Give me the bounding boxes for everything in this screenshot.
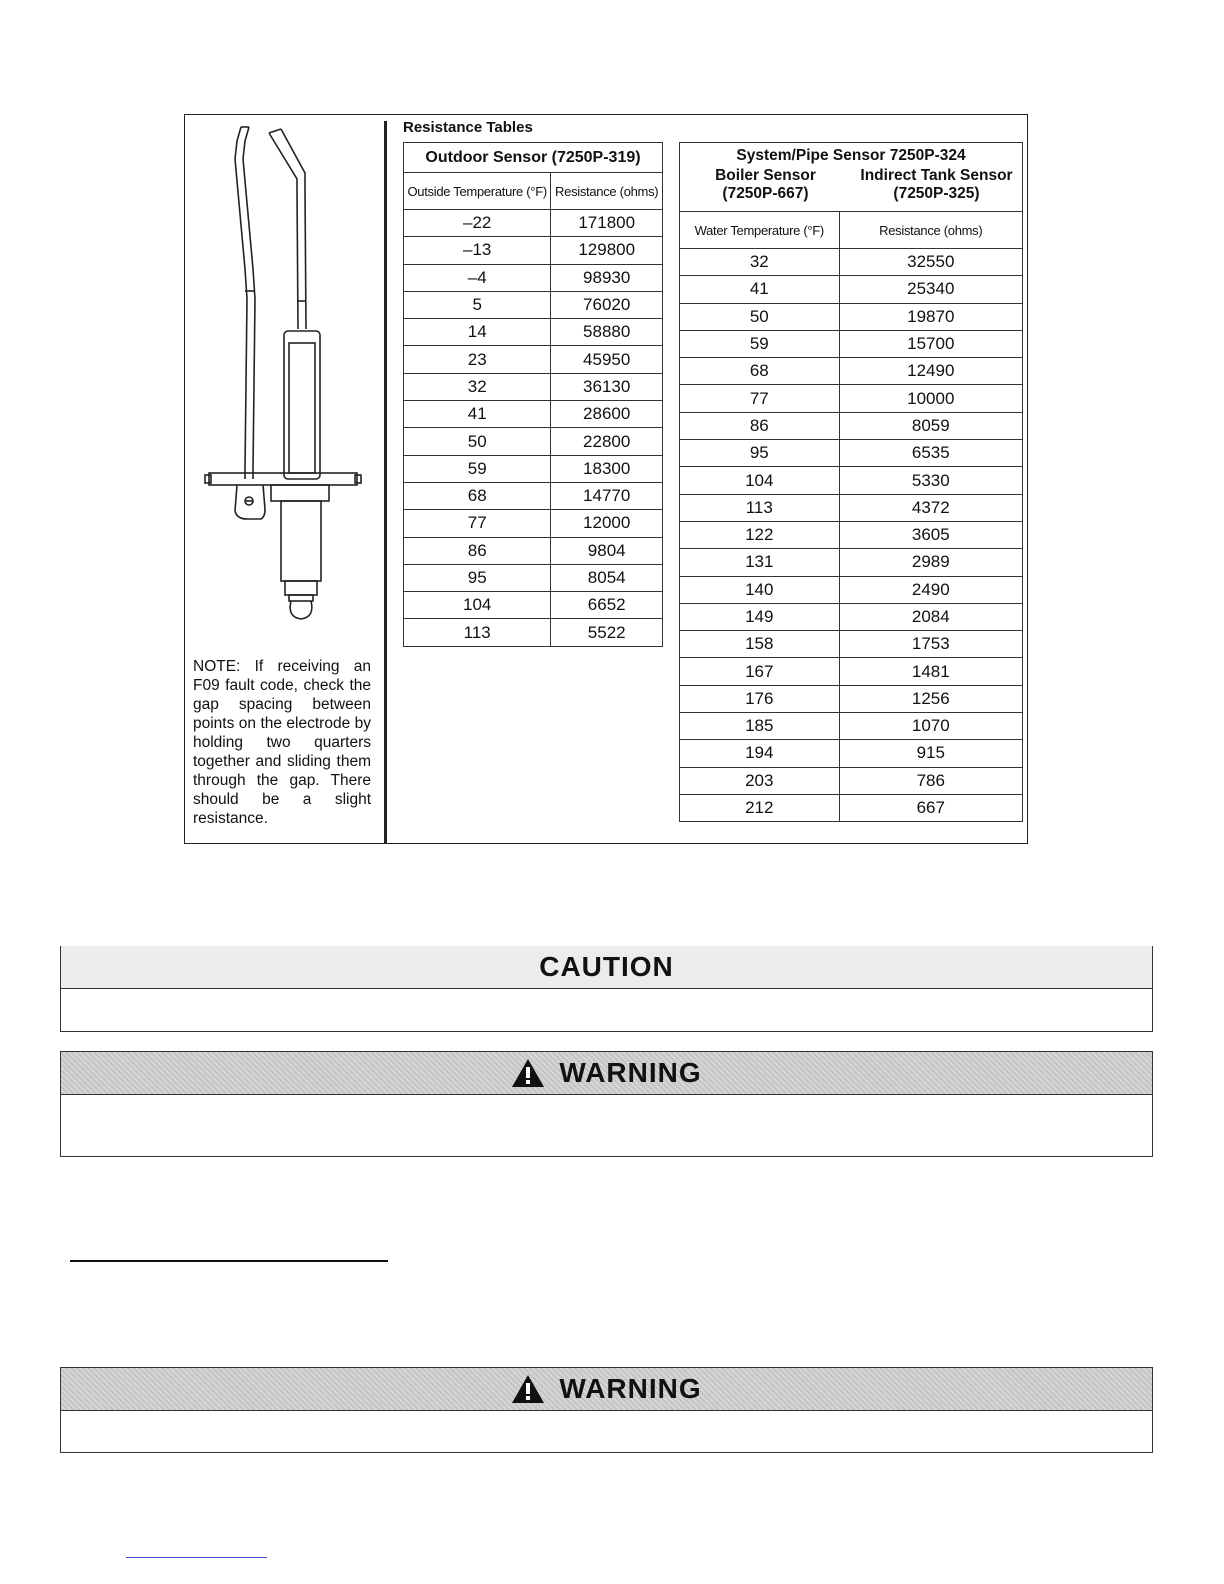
warning-triangle-icon bbox=[511, 1058, 545, 1088]
system-row bbox=[680, 740, 1023, 767]
system-temperature-cell: 131 bbox=[680, 549, 840, 576]
system-row bbox=[680, 521, 1023, 548]
resistance-figure bbox=[184, 114, 1028, 844]
outdoor-temperature-cell: 5 bbox=[404, 291, 551, 318]
warning-body-2 bbox=[61, 1410, 1152, 1453]
system-sensor-title: System/Pipe Sensor 7250P-324 bbox=[736, 147, 966, 164]
link-underline[interactable] bbox=[126, 1557, 267, 1558]
system-row bbox=[680, 685, 1023, 712]
outdoor-temperature-cell: 23 bbox=[404, 346, 551, 373]
outdoor-resistance-cell: 76020 bbox=[551, 291, 663, 318]
outdoor-resistance-cell: 28600 bbox=[551, 401, 663, 428]
warning-header-1 bbox=[61, 1052, 1152, 1094]
outdoor-resistance-cell: 45950 bbox=[551, 346, 663, 373]
system-temperature-cell: 77 bbox=[680, 385, 840, 412]
system-resistance-cell: 4372 bbox=[839, 494, 1022, 521]
outdoor-row bbox=[404, 619, 663, 646]
system-resistance-cell: 2084 bbox=[839, 603, 1022, 630]
system-temperature-cell: 149 bbox=[680, 603, 840, 630]
system-temperature-cell: 176 bbox=[680, 685, 840, 712]
outdoor-resistance-cell: 12000 bbox=[551, 510, 663, 537]
system-row bbox=[680, 767, 1023, 794]
outdoor-row bbox=[404, 455, 663, 482]
outdoor-row bbox=[404, 346, 663, 373]
system-row bbox=[680, 794, 1023, 821]
system-temperature-cell: 185 bbox=[680, 713, 840, 740]
outdoor-row bbox=[404, 510, 663, 537]
outdoor-sensor-title: Outdoor Sensor (7250P-319) bbox=[404, 143, 663, 173]
caution-title: CAUTION bbox=[539, 951, 674, 982]
system-temperature-cell: 122 bbox=[680, 521, 840, 548]
system-temperature-cell: 41 bbox=[680, 276, 840, 303]
caution-body bbox=[61, 988, 1152, 1031]
system-temperature-cell: 212 bbox=[680, 794, 840, 821]
system-temperature-cell: 194 bbox=[680, 740, 840, 767]
system-resistance-cell: 1070 bbox=[839, 713, 1022, 740]
system-resistance-cell: 3605 bbox=[839, 521, 1022, 548]
system-resistance-cell: 667 bbox=[839, 794, 1022, 821]
outdoor-resistance-cell: 58880 bbox=[551, 319, 663, 346]
system-temperature-cell: 158 bbox=[680, 631, 840, 658]
outdoor-row bbox=[404, 264, 663, 291]
outdoor-table-body bbox=[404, 210, 663, 647]
caution-header bbox=[61, 946, 1152, 988]
outdoor-temperature-cell: 95 bbox=[404, 564, 551, 591]
system-row bbox=[680, 549, 1023, 576]
outdoor-temperature-cell: 68 bbox=[404, 482, 551, 509]
system-temperature-cell: 32 bbox=[680, 249, 840, 276]
outdoor-sensor-table bbox=[403, 142, 663, 647]
warning-title-1: WARNING bbox=[559, 1057, 702, 1088]
outdoor-temperature-cell: 113 bbox=[404, 619, 551, 646]
system-row bbox=[680, 467, 1023, 494]
system-row bbox=[680, 658, 1023, 685]
system-resistance-cell: 2490 bbox=[839, 576, 1022, 603]
system-temperature-cell: 203 bbox=[680, 767, 840, 794]
warning-body-1 bbox=[61, 1094, 1152, 1157]
outdoor-temperature-cell: –4 bbox=[404, 264, 551, 291]
system-resistance-cell: 1256 bbox=[839, 685, 1022, 712]
system-temperature-cell: 167 bbox=[680, 658, 840, 685]
system-temperature-cell: 113 bbox=[680, 494, 840, 521]
system-resistance-cell: 15700 bbox=[839, 330, 1022, 357]
system-temperature-cell: 50 bbox=[680, 303, 840, 330]
system-sensor-header bbox=[680, 143, 1023, 212]
system-resistance-cell: 19870 bbox=[839, 303, 1022, 330]
outdoor-resistance-cell: 129800 bbox=[551, 237, 663, 264]
outdoor-temperature-cell: 86 bbox=[404, 537, 551, 564]
system-resistance-cell: 6535 bbox=[839, 440, 1022, 467]
system-resistance-cell: 1481 bbox=[839, 658, 1022, 685]
outdoor-resistance-cell: 22800 bbox=[551, 428, 663, 455]
system-row bbox=[680, 330, 1023, 357]
system-row bbox=[680, 494, 1023, 521]
system-resistance-cell: 2989 bbox=[839, 549, 1022, 576]
system-pipe-sensor-table bbox=[679, 142, 1023, 822]
system-temperature-cell: 95 bbox=[680, 440, 840, 467]
outdoor-resistance-cell: 98930 bbox=[551, 264, 663, 291]
system-temperature-cell: 140 bbox=[680, 576, 840, 603]
section-heading-underline bbox=[70, 1260, 388, 1262]
system-resistance-cell: 786 bbox=[839, 767, 1022, 794]
outdoor-resistance-cell: 6652 bbox=[551, 592, 663, 619]
system-resistance-cell: 12490 bbox=[839, 358, 1022, 385]
outdoor-temperature-cell: 32 bbox=[404, 373, 551, 400]
outdoor-row bbox=[404, 537, 663, 564]
system-row bbox=[680, 385, 1023, 412]
outdoor-row bbox=[404, 592, 663, 619]
outdoor-row bbox=[404, 237, 663, 264]
outdoor-temperature-cell: 104 bbox=[404, 592, 551, 619]
boiler-sensor-label: Boiler Sensor (7250P-667) bbox=[715, 167, 816, 202]
outdoor-resistance-cell: 8054 bbox=[551, 564, 663, 591]
system-resistance-cell: 25340 bbox=[839, 276, 1022, 303]
outdoor-row bbox=[404, 291, 663, 318]
outdoor-temperature-cell: 77 bbox=[404, 510, 551, 537]
outdoor-col-temperature: Outside Temperature (°F) bbox=[404, 173, 551, 210]
indirect-tank-sensor-label: Indirect Tank Sensor (7250P-325) bbox=[860, 167, 1013, 202]
outdoor-resistance-cell: 14770 bbox=[551, 482, 663, 509]
warning-title-2: WARNING bbox=[559, 1373, 702, 1404]
outdoor-col-resistance: Resistance (ohms) bbox=[551, 173, 663, 210]
outdoor-temperature-cell: 14 bbox=[404, 319, 551, 346]
system-temperature-cell: 104 bbox=[680, 467, 840, 494]
system-row bbox=[680, 713, 1023, 740]
system-resistance-cell: 5330 bbox=[839, 467, 1022, 494]
system-row bbox=[680, 276, 1023, 303]
electrode-illustration bbox=[201, 119, 371, 629]
system-row bbox=[680, 303, 1023, 330]
outdoor-row bbox=[404, 564, 663, 591]
system-row bbox=[680, 358, 1023, 385]
caution-box bbox=[60, 946, 1153, 1032]
outdoor-row bbox=[404, 210, 663, 237]
system-col-temperature: Water Temperature (°F) bbox=[680, 212, 840, 249]
system-col-resistance: Resistance (ohms) bbox=[839, 212, 1022, 249]
system-resistance-cell: 10000 bbox=[839, 385, 1022, 412]
system-row bbox=[680, 412, 1023, 439]
system-resistance-cell: 915 bbox=[839, 740, 1022, 767]
system-temperature-cell: 68 bbox=[680, 358, 840, 385]
outdoor-resistance-cell: 171800 bbox=[551, 210, 663, 237]
system-resistance-cell: 32550 bbox=[839, 249, 1022, 276]
system-row bbox=[680, 631, 1023, 658]
system-table-body bbox=[680, 249, 1023, 822]
warning-triangle-icon bbox=[511, 1374, 545, 1404]
outdoor-row bbox=[404, 428, 663, 455]
outdoor-temperature-cell: 41 bbox=[404, 401, 551, 428]
system-resistance-cell: 1753 bbox=[839, 631, 1022, 658]
outdoor-temperature-cell: –13 bbox=[404, 237, 551, 264]
system-temperature-cell: 86 bbox=[680, 412, 840, 439]
warning-box-1 bbox=[60, 1051, 1153, 1157]
system-row bbox=[680, 440, 1023, 467]
outdoor-row bbox=[404, 373, 663, 400]
outdoor-row bbox=[404, 482, 663, 509]
outdoor-temperature-cell: 50 bbox=[404, 428, 551, 455]
warning-box-2 bbox=[60, 1367, 1153, 1453]
outdoor-row bbox=[404, 401, 663, 428]
system-row bbox=[680, 603, 1023, 630]
resistance-tables-title: Resistance Tables bbox=[403, 119, 533, 136]
outdoor-temperature-cell: 59 bbox=[404, 455, 551, 482]
outdoor-resistance-cell: 18300 bbox=[551, 455, 663, 482]
outdoor-resistance-cell: 9804 bbox=[551, 537, 663, 564]
outdoor-resistance-cell: 5522 bbox=[551, 619, 663, 646]
system-temperature-cell: 59 bbox=[680, 330, 840, 357]
system-resistance-cell: 8059 bbox=[839, 412, 1022, 439]
outdoor-resistance-cell: 36130 bbox=[551, 373, 663, 400]
system-row bbox=[680, 249, 1023, 276]
figure-divider bbox=[384, 121, 387, 843]
outdoor-temperature-cell: –22 bbox=[404, 210, 551, 237]
gap-spacing-note: NOTE: If receiving an F09 fault code, check the gap spacing between points on the electrode by holding two quarters together and sliding them through the gap. There should be a slight resistance. bbox=[193, 658, 371, 827]
system-row bbox=[680, 576, 1023, 603]
warning-header-2 bbox=[61, 1368, 1152, 1410]
outdoor-row bbox=[404, 319, 663, 346]
